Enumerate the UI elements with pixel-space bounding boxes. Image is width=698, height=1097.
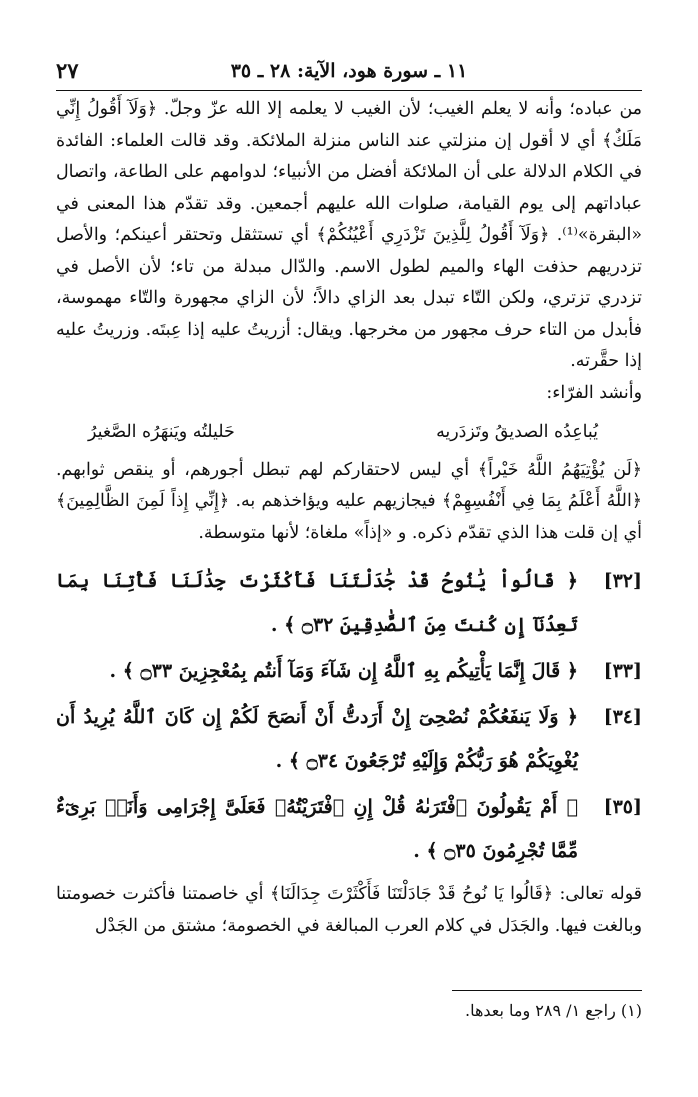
footnote-divider [452, 990, 642, 991]
running-header [56, 60, 642, 90]
verse-35 [56, 785, 642, 873]
paragraph-tafsir-2: ﴿لَن يُؤْتِيَهُمُ اللَّهُ خَيْراً﴾ أي ليس لاحتقاركم لهم تبطل أجورهم، أو ينقص ثوابهم. ﴿اللَّهُ أَعْلَمُ بِمَا فِي أَنْفُسِهِمْ﴾ فيجازيهم عليه ويؤاخذهم به. ﴿إِنِّي إِذاً لَمِنَ الظَّالِمِينَ﴾ أي إن قلت هذا الذي تقدّم ذكره. و «إذاً» ملغاة؛ لأنها متوسطة. [56, 459, 642, 543]
verse-33 [56, 649, 642, 693]
header-divider [56, 90, 642, 91]
verse-34 [56, 695, 642, 783]
verse-text: ﴿ وَلَا يَنفَعُكُمْ نُصْحِىٓ إِنْ أَرَدتُّ أَنْ أَنصَحَ لَكُمْ إِن كَانَ ٱللَّهُ يُرِيدُ أَن يُغْوِيَكُمْ هُوَ رَبُّكُمْ وَإِلَيْهِ تُرْجَعُونَ ۝٣٤ ﴾ . [56, 706, 578, 772]
verse-number: [٣٣] [603, 660, 642, 682]
verse-text: ﴿ قَالَ إِنَّمَا يَأْتِيكُم بِهِ ٱللَّهُ إِن شَآءَ وَمَآ أَنتُم بِمُعْجِزِينَ ۝٣٣ ﴾ . [109, 660, 578, 682]
paragraph-commentary: قوله تعالى: ﴿قَالُوا يَا نُوحُ قَدْ جَادَلْتَنَا فَأَكْثَرْتَ جِدَالَنَا﴾ أي خاصمتنا فأكثرت خصومتنا وبالغت فيها. والجَدَل في كلام العرب المبالغة في الخصومة؛ مشتق من الجَدْل [56, 884, 642, 936]
quran-verses-block [56, 559, 642, 873]
footnote: (١) راجع ١/ ٢٨٩ وما بعدها. [464, 1001, 642, 1020]
verse-text: ﴿ أَمْ يَقُولُونَ ٱفْتَرَىٰهُ قُلْ إِنِ ٱفْتَرَيْتُهُۥ فَعَلَىَّ إِجْرَامِى وَأَنَا۠ بَرِىٓءٌ مِّمَّا تُجْرِمُونَ ۝٣٥ ﴾ . [56, 796, 578, 862]
verse-number: [٣٤] [603, 706, 642, 728]
poetry-intro: وأنشد الفرّاء: [546, 382, 642, 403]
paragraph-tafsir-1: من عباده؛ وأنه لا يعلم الغيب؛ لأن الغيب لا يعلمه إلا الله عزّ وجلّ. ﴿وَلَآ أَقُولُ إِنِّي مَلَكٌ﴾ أي لا أقول إن منزلتي عند الناس منزلة الملائكة. وقد قالت العلماء: الفائدة في الكلام الدلالة على أن الملائكة أفضل من الأنبياء؛ لدوامهم على الطاعة، واتصال عباداتهم إلى يوم القيامة، صلوات الله عليهم أجمعين. وقد تقدّم هذا المعنى في «البقرة»⁽¹⁾. ﴿وَلَآ أَقُولُ لِلَّذِينَ تَزْدَرِي أَعْيُنُكُمْ﴾ أي تستثقل وتحتقر أعينكم؛ والأصل تزدريهم حذفت الهاء والميم لطول الاسم. والدّال مبدلة من تاء؛ لأن الأصل في تزدري تزتري، ولكن التّاء تبدل بعد الزاي دالاً؛ لأن الزاي مجهورة والتّاء مهموسة، فأبدل من التاء حرف مجهور من مخرجها. ويقال: أزريتُ عليه إذا عِبتَه. وزريتُ عليه إذا حقَّرته. [56, 99, 642, 371]
verse-text: ﴿ قَالُواْ يَٰنُوحُ قَدْ جَٰدَلْتَنَا فَأَكْثَرْتَ جِدَٰلَنَا فَأْتِنَا بِمَا تَعِدُنَآ إِن كُنتَ مِنَ ٱلصَّٰدِقِينَ ۝٣٢ ﴾ . [56, 570, 578, 636]
poem-hemistich-right: يُباعِدُه الصديقُ وتَزدَريه [436, 422, 598, 442]
verse-32 [56, 559, 642, 647]
poem-verse [56, 417, 642, 449]
verse-number: [٣٥] [603, 796, 642, 818]
poem-hemistich-left: حَليلتُه ويَنهَرُه الصَّغيرُ [88, 422, 235, 442]
main-text [56, 94, 642, 942]
verse-number: [٣٢] [603, 570, 642, 592]
header-title: ١١ ـ سورة هود، الآية: ٢٨ ـ ٣٥ [230, 60, 468, 82]
page-number: ٢٧ [56, 58, 79, 83]
